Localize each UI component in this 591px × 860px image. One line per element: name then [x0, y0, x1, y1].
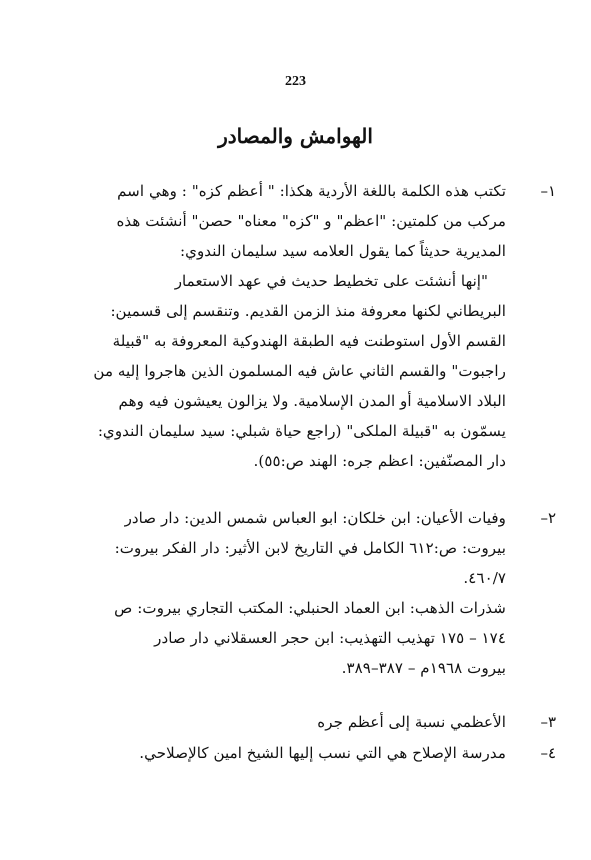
footnote-line: "إنها أنشئت على تخطيط حديث في عهد الاستعمار [174, 272, 488, 290]
page-title: الهوامش والمصادر [218, 124, 373, 148]
footnote-3 [72, 707, 556, 737]
footnote-number: ١– [540, 182, 556, 200]
footnote-line: القسم الأول استوطنت فيه الطبقة الهندوكية المعروفة به "قبيلة [112, 332, 506, 350]
footnote-line: دار المصنّفين: اعظم جره: الهند ص:٥٥). [253, 452, 506, 470]
page-number: 223 [285, 74, 306, 89]
footnote-2 [72, 503, 556, 683]
footnote-line: تكتب هذه الكلمة باللغة الأردية هكذا: " أعظم كزه" : وهي اسم [117, 182, 506, 200]
footnote-line: المديرية حديثاً كما يقول العلامه سيد سليمان الندوي: [179, 242, 506, 260]
footnote-line: الأعظمي نسبة إلى أعظم جره [317, 713, 506, 731]
footnote-line: وفيات الأعيان: ابن خلكان: ابو العباس شمس الدين: دار صادر [124, 509, 506, 527]
footnote-number: ٤– [540, 744, 556, 762]
footnote-line: مدرسة الإصلاح هي التي نسب إليها الشيخ امين كالإصلاحي. [139, 744, 506, 762]
footnote-line: البلاد الاسلامية أو المدن الإسلامية. ولا يزالون يعيشون فيه وهم [118, 392, 506, 410]
footnote-line: راجبوت" والقسم الثاني عاش فيه المسلمون الذين هاجروا إليه من [93, 362, 506, 380]
footnote-line: بيروت: ص:٦١٢ الكامل في التاريخ لابن الأثير: دار الفكر بيروت: [114, 539, 506, 557]
footnote-1 [72, 176, 556, 476]
footnote-line: البريطاني لكنها معروفة منذ الزمن القديم. وتنقسم إلى قسمين: [110, 302, 506, 320]
footnote-4 [72, 738, 556, 768]
footnote-line: ٤٦٠/٧. [463, 569, 506, 587]
footnote-number: ٣– [540, 713, 556, 731]
footnote-line: يسمّون به "قبيلة الملكى" (راجع حياة شبلي: سيد سليمان الندوي: [97, 422, 506, 440]
footnote-line: ١٧٤ – ١٧٥ تهذيب التهذيب: ابن حجر العسقلاني دار صادر [154, 629, 506, 647]
footnote-number: ٢– [540, 509, 556, 527]
footnote-line: مركب من كلمتين: "اعظم" و "كزه" معناه" حصن" أنشئت هذه [116, 212, 506, 230]
footnote-line: شذرات الذهب: ابن العماد الحنبلي: المكتب التجاري بيروت: ص [114, 599, 506, 617]
footnote-line: بيروت ١٩٦٨م – ٣٨٧–٣٨٩. [341, 659, 506, 677]
